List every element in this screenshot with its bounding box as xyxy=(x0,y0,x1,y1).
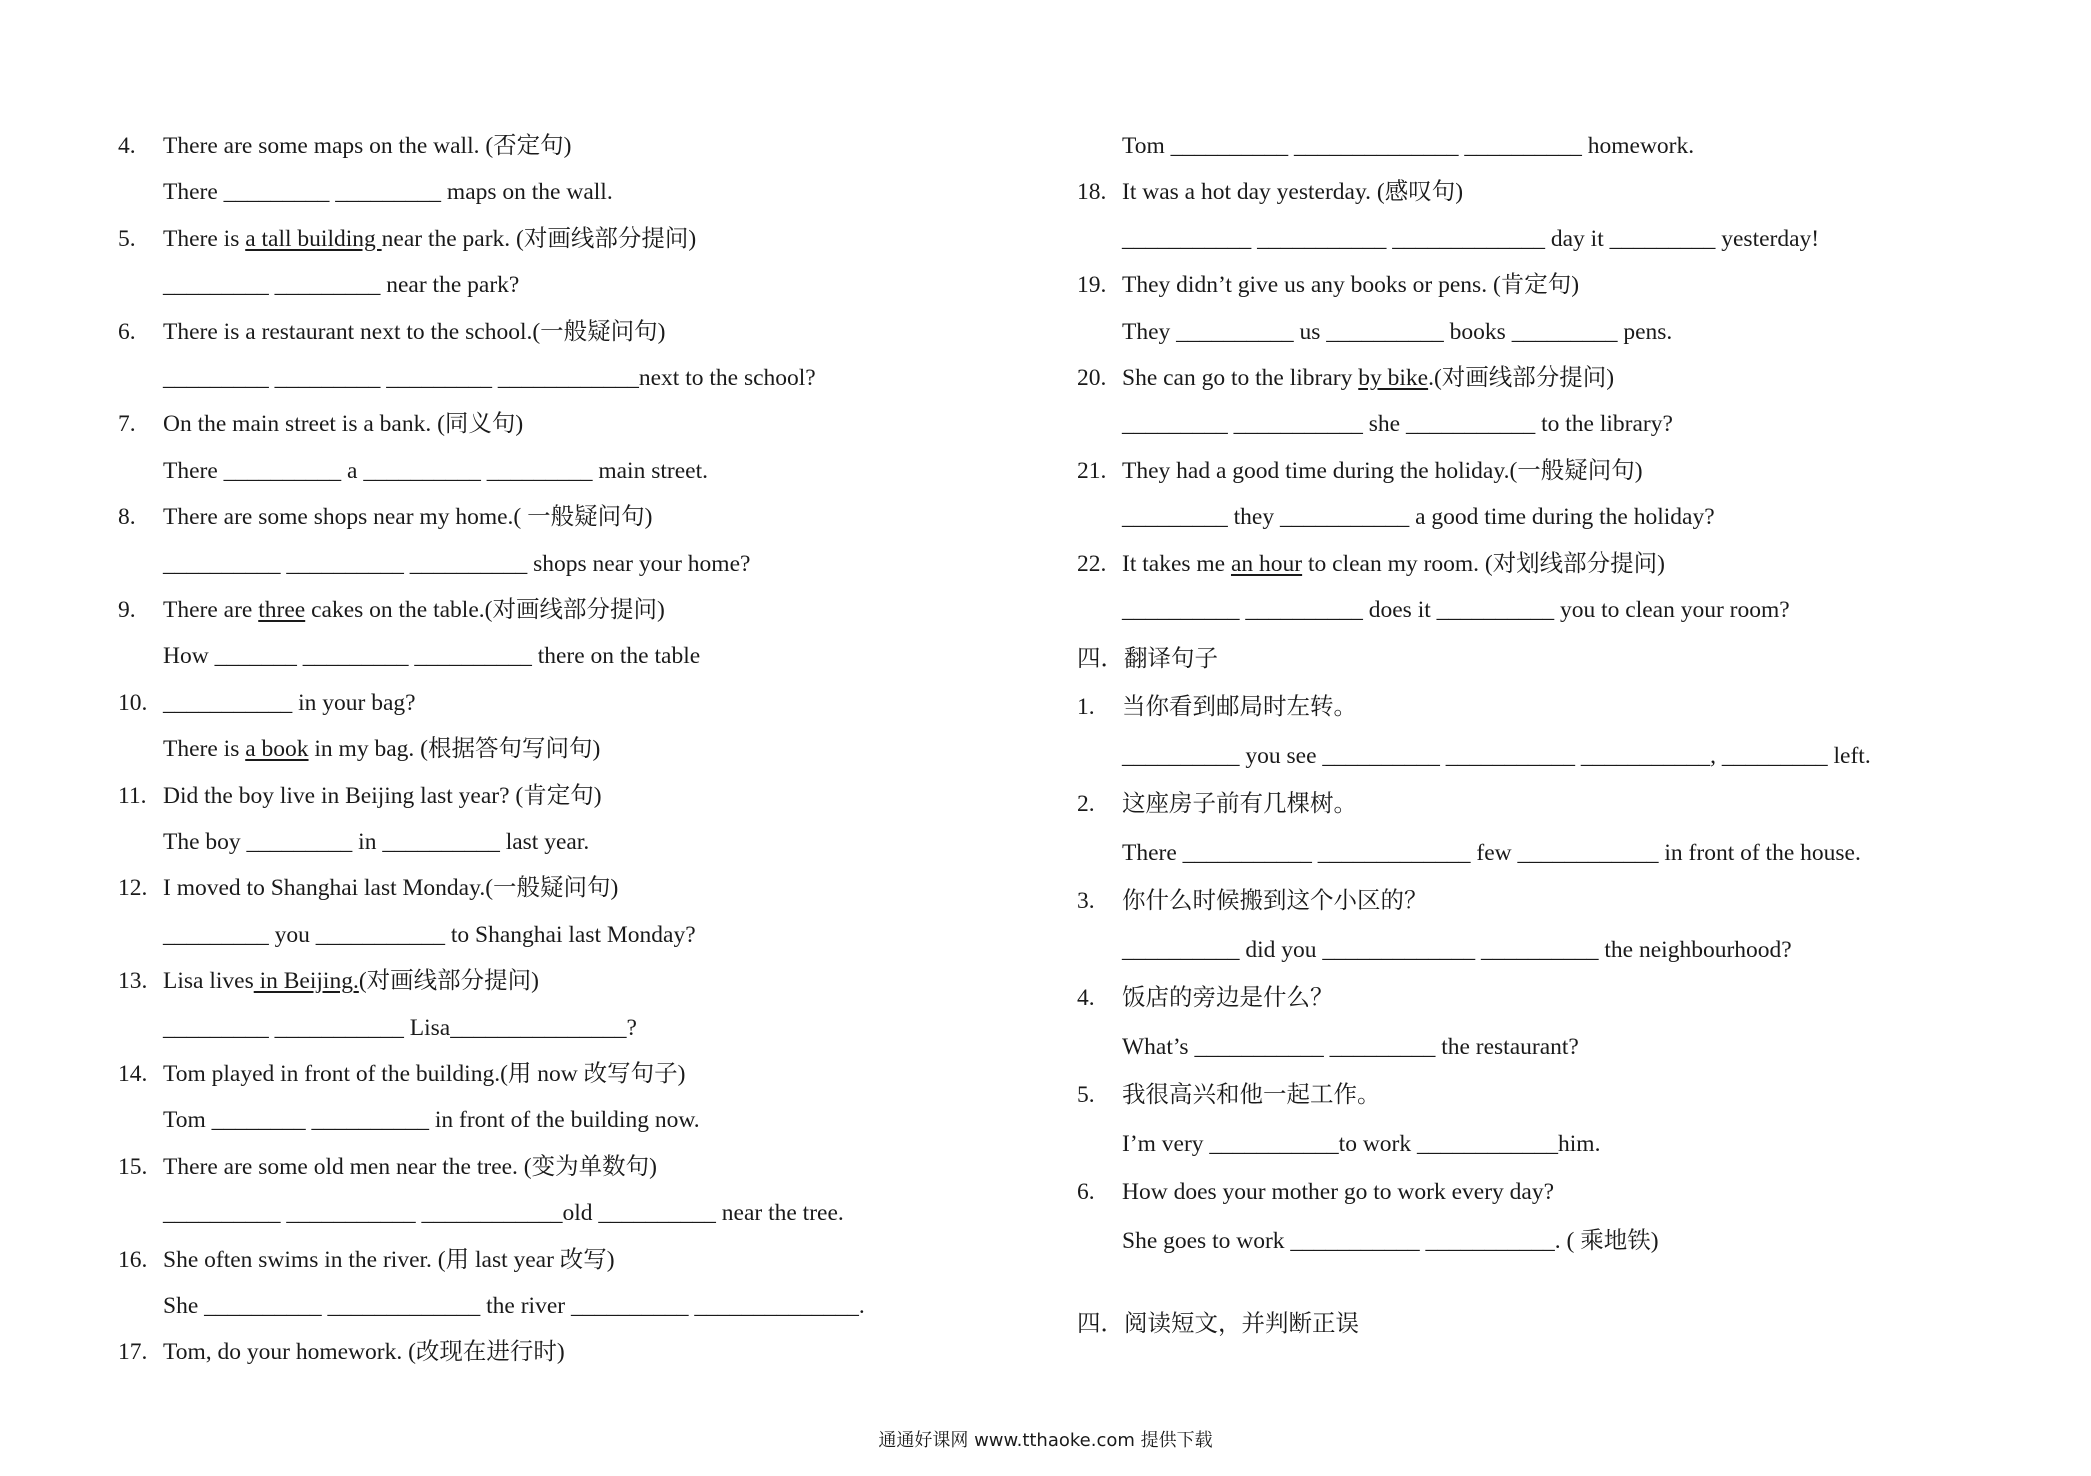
answer-text: _________ you ___________ to Shanghai last Monday? xyxy=(163,921,696,948)
underlined-phrase: by bike xyxy=(1358,365,1429,391)
answer-line xyxy=(118,177,998,207)
question-text xyxy=(163,1245,615,1275)
question-line xyxy=(118,502,998,532)
question-number: 14. xyxy=(118,1061,148,1087)
question-line xyxy=(1077,177,1977,207)
question-number: 1. xyxy=(1077,694,1095,720)
answer-line xyxy=(1077,1226,1977,1256)
answer-text: __________ __________ does it __________ you to clean your room? xyxy=(1122,597,1790,623)
text-segment: ___________ in your bag? xyxy=(163,689,416,716)
answer-text: __________ you see __________ ___________ ___________, _________ left. xyxy=(1122,742,1871,769)
text-segment: There are some old men near the tree. (变为单数句) xyxy=(163,1153,657,1180)
question-number: 15. xyxy=(118,1153,148,1180)
question-number: 4. xyxy=(1077,985,1095,1011)
answer-line xyxy=(118,549,998,579)
question-number: 6. xyxy=(118,318,136,345)
answer-text: _________ _________ near the park? xyxy=(163,272,520,299)
text-segment: They didn’t give us any books or pens. (肯定句) xyxy=(1122,272,1580,299)
question-text xyxy=(163,224,696,254)
question-line xyxy=(118,688,998,718)
question-line xyxy=(118,224,998,254)
text-segment: .(对画线部分提问) xyxy=(1428,365,1615,391)
question-text: 这座房子前有几棵树。 xyxy=(1122,791,1357,817)
question-text xyxy=(1122,456,1643,486)
text-segment: Did the boy live in Beijing last year? (肯定句) xyxy=(163,782,602,809)
answer-text: Tom __________ ______________ __________ homework. xyxy=(1122,133,1695,159)
text-segment: There is xyxy=(163,225,246,252)
question-line xyxy=(118,317,998,347)
answer-text: She __________ _____________ the river __________ ______________. xyxy=(163,1293,865,1319)
question-text xyxy=(163,781,602,811)
question-text xyxy=(163,317,666,347)
answer-line xyxy=(118,827,998,857)
question-text xyxy=(163,1152,657,1182)
answer-text: They __________ us __________ books _________ pens. xyxy=(1122,318,1673,345)
answer-line xyxy=(1077,1032,1977,1062)
question-text xyxy=(1122,363,1614,393)
text-segment: She often swims in the river. (用 last year 改写) xyxy=(163,1246,615,1273)
question-number: 2. xyxy=(1077,791,1095,817)
question-number: 3. xyxy=(1077,888,1095,914)
answer-text xyxy=(163,734,600,764)
text-segment: Tom, do your homework. (改现在进行时) xyxy=(163,1339,565,1366)
question-line xyxy=(1077,1177,1977,1207)
question-number: 18. xyxy=(1077,179,1107,206)
question-line xyxy=(1077,549,1977,579)
answer-text: She goes to work ___________ ___________. ( 乘地铁) xyxy=(1122,1227,1659,1254)
question-line xyxy=(1077,789,1977,819)
question-text: 我很高兴和他一起工作。 xyxy=(1122,1082,1381,1108)
question-line xyxy=(118,1245,998,1275)
text-segment: There is xyxy=(163,736,246,763)
answer-line xyxy=(118,1105,998,1135)
answer-text: There __________ a __________ _________ main street. xyxy=(163,457,708,484)
underlined-phrase: in Beijing. xyxy=(253,968,359,995)
text-segment: (对画线部分提问) xyxy=(358,968,539,995)
question-number: 4. xyxy=(118,133,136,159)
answer-line xyxy=(118,920,998,950)
text-segment: Lisa lives xyxy=(163,968,254,995)
question-line xyxy=(1077,983,1977,1013)
answer-line xyxy=(1077,935,1977,965)
answer-text: _________ they ___________ a good time during the holiday? xyxy=(1122,504,1715,531)
answer-line xyxy=(1077,741,1977,771)
answer-line xyxy=(1077,595,1977,625)
question-text xyxy=(163,1337,565,1367)
question-number: 22. xyxy=(1077,550,1107,577)
question-line xyxy=(1077,270,1977,300)
text-segment: There are some maps on the wall. (否定句) xyxy=(163,133,572,159)
question-number: 11. xyxy=(118,782,147,809)
question-line xyxy=(1077,692,1977,722)
question-text xyxy=(163,409,523,439)
question-line xyxy=(1077,456,1977,486)
text-segment: in my bag. (根据答句写问句) xyxy=(308,736,601,763)
answer-text: __________ __________ __________ shops near your home? xyxy=(163,550,751,577)
answer-line xyxy=(118,641,998,671)
section-heading xyxy=(1077,644,1977,674)
question-text xyxy=(163,131,572,161)
answer-line xyxy=(118,1198,998,1228)
answer-text: The boy _________ in __________ last year. xyxy=(163,829,590,855)
question-number: 19. xyxy=(1077,272,1107,299)
question-text xyxy=(1122,270,1579,300)
answer-text: _________ ___________ she ___________ to the library? xyxy=(1122,411,1673,438)
answer-line xyxy=(118,1013,998,1043)
answer-text: Tom ________ __________ in front of the building now. xyxy=(163,1107,700,1134)
question-number: 6. xyxy=(1077,1179,1095,1205)
text-segment: It was a hot day yesterday. (感叹句) xyxy=(1122,179,1464,206)
question-line xyxy=(1077,1080,1977,1110)
answer-text: _________ ___________ Lisa_______________? xyxy=(163,1014,637,1041)
question-line xyxy=(118,781,998,811)
answer-line xyxy=(118,1291,998,1321)
text-segment: cakes on the table.(对画线部分提问) xyxy=(305,597,665,623)
question-number: 12. xyxy=(118,875,148,902)
question-text xyxy=(163,688,416,718)
answer-line xyxy=(118,270,998,300)
answer-text: ___________ ___________ _____________ day it _________ yesterday! xyxy=(1122,225,1820,252)
text-segment: I moved to Shanghai last Monday.(一般疑问句) xyxy=(163,875,619,902)
question-number: 17. xyxy=(118,1339,148,1366)
question-number: 13. xyxy=(118,968,148,995)
answer-line xyxy=(118,734,998,764)
text-segment: Tom played in front of the building.(用 now 改写句子) xyxy=(163,1061,686,1087)
text-segment: There are xyxy=(163,597,259,623)
answer-line xyxy=(1077,502,1977,532)
answer-text: There _________ _________ maps on the wall. xyxy=(163,179,613,206)
answer-text: I’m very ___________to work ____________him. xyxy=(1122,1130,1601,1157)
question-text: 当你看到邮局时左转。 xyxy=(1122,694,1357,720)
answer-text: _________ _________ _________ ____________next to the school? xyxy=(163,365,816,391)
question-text xyxy=(163,966,539,996)
question-text xyxy=(163,873,618,903)
question-number: 9. xyxy=(118,597,136,623)
question-line xyxy=(1077,363,1977,393)
answer-line xyxy=(1077,224,1977,254)
text-segment: There is a restaurant next to the school.(一般疑问句) xyxy=(163,318,666,345)
answer-text: __________ did you _____________ __________ the neighbourhood? xyxy=(1122,936,1792,963)
question-number: 10. xyxy=(118,689,148,716)
underlined-phrase: three xyxy=(258,597,306,623)
question-number: 20. xyxy=(1077,365,1107,391)
question-number: 16. xyxy=(118,1246,148,1273)
answer-line xyxy=(1077,131,1977,161)
question-number: 21. xyxy=(1077,457,1107,484)
footer: 通通好课网 www.tthaoke.com 提供下载 xyxy=(878,1430,1213,1451)
answer-line xyxy=(1077,317,1977,347)
question-line xyxy=(118,1152,998,1182)
question-line xyxy=(118,595,998,625)
question-line xyxy=(118,966,998,996)
underlined-phrase: a tall building xyxy=(245,225,382,252)
section-title: 四．翻译句子 xyxy=(1077,646,1218,672)
text-segment: On the main street is a bank. (同义句) xyxy=(163,411,524,438)
underlined-phrase: an hour xyxy=(1230,550,1303,577)
question-text xyxy=(163,502,652,532)
text-segment: There are some shops near my home.( 一般疑问句) xyxy=(163,504,653,531)
question-number: 5. xyxy=(1077,1082,1095,1108)
text-segment: It takes me xyxy=(1122,550,1231,577)
answer-text: There ___________ _____________ few ____________ in front of the house. xyxy=(1122,839,1861,866)
question-line xyxy=(118,409,998,439)
text-segment: to clean my room. (对划线部分提问) xyxy=(1302,550,1666,577)
text-segment: near the park. (对画线部分提问) xyxy=(381,225,697,252)
text-segment: She can go to the library xyxy=(1122,365,1359,391)
question-text: How does your mother go to work every day? xyxy=(1122,1179,1555,1205)
section-heading xyxy=(1077,1309,1977,1339)
question-text xyxy=(163,595,665,625)
text-segment: They had a good time during the holiday.(一般疑问句) xyxy=(1122,457,1643,484)
answer-line xyxy=(1077,409,1977,439)
question-number: 7. xyxy=(118,411,136,438)
question-number: 5. xyxy=(118,225,136,252)
answer-text: What’s ___________ _________ the restaurant? xyxy=(1122,1033,1579,1060)
question-line xyxy=(118,131,998,161)
question-line xyxy=(118,873,998,903)
question-text: 饭店的旁边是什么？ xyxy=(1122,985,1334,1011)
section-title: 四．阅读短文，并判断正误 xyxy=(1077,1311,1359,1337)
answer-line xyxy=(118,363,998,393)
question-text xyxy=(163,1059,685,1089)
underlined-phrase: a book xyxy=(245,736,309,763)
answer-line xyxy=(1077,838,1977,868)
answer-text: How _______ _________ __________ there on the table xyxy=(163,643,701,670)
question-text xyxy=(1122,549,1665,579)
answer-line xyxy=(1077,1129,1977,1159)
question-text: 你什么时候搬到这个小区的？ xyxy=(1122,888,1428,914)
question-line xyxy=(118,1337,998,1367)
question-line xyxy=(118,1059,998,1089)
answer-text: __________ ___________ ____________old __________ near the tree. xyxy=(163,1200,844,1227)
answer-line xyxy=(118,456,998,486)
question-text xyxy=(1122,177,1463,207)
question-line xyxy=(1077,886,1977,916)
question-number: 8. xyxy=(118,504,136,531)
